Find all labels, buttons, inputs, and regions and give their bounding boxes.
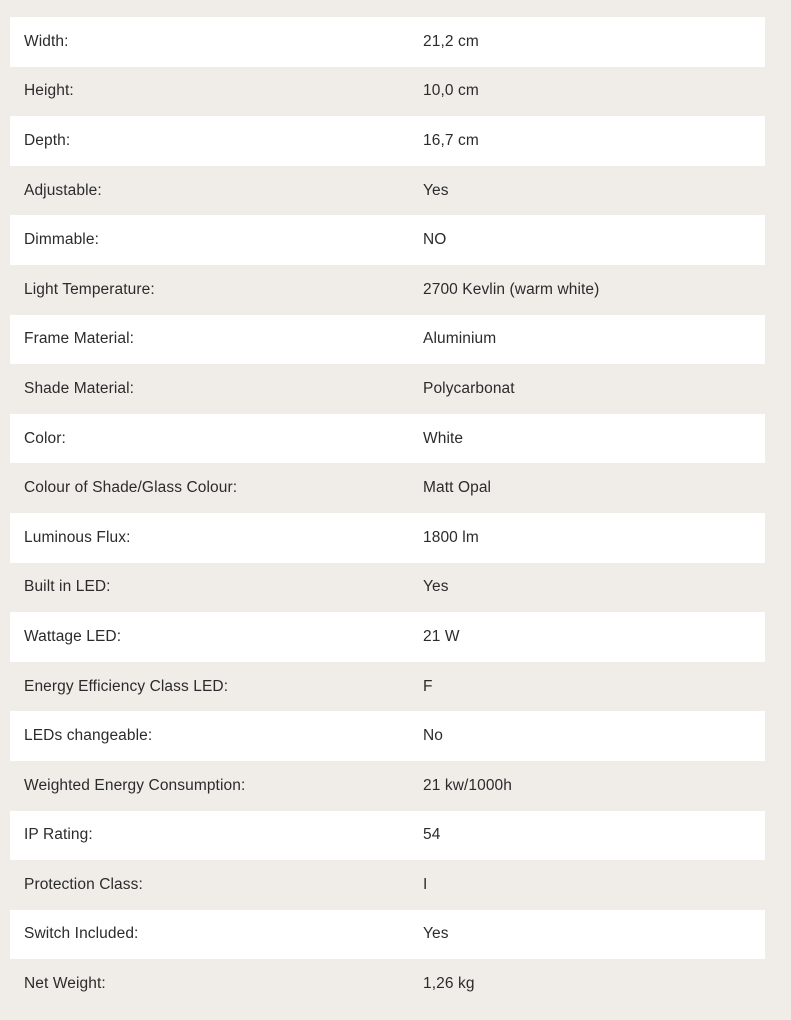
spec-value: 1,26 kg: [423, 975, 475, 993]
spec-label: Protection Class:: [24, 875, 143, 893]
spec-label: Color:: [24, 429, 66, 447]
spec-label: Built in LED:: [24, 578, 111, 596]
spec-label: Luminous Flux:: [24, 528, 131, 546]
spec-label: LEDs changeable:: [24, 727, 153, 745]
spec-value: 21 W: [423, 627, 460, 645]
spec-row-dimmable: [10, 215, 765, 265]
spec-label: Width:: [24, 32, 69, 50]
spec-label: Colour of Shade/Glass Colour:: [24, 479, 238, 497]
spec-label: Wattage LED:: [24, 627, 122, 645]
spec-value: Matt Opal: [423, 479, 492, 497]
spec-row-color: [10, 414, 765, 464]
spec-row-frame-material: [10, 315, 765, 365]
spec-value: Aluminium: [423, 330, 497, 348]
spec-label: Light Temperature:: [24, 280, 155, 298]
spec-value: 2700 Kevlin (warm white): [423, 280, 600, 298]
spec-label: Shade Material:: [24, 379, 135, 397]
spec-row-adjustable: [10, 166, 765, 216]
spec-value: 21,2 cm: [423, 32, 479, 50]
spec-row-shade-colour: [10, 463, 765, 513]
spec-value: Yes: [423, 925, 449, 943]
spec-label: Energy Efficiency Class LED:: [24, 677, 229, 695]
spec-value: No: [423, 727, 444, 745]
spec-label: Depth:: [24, 131, 71, 149]
spec-label: IP Rating:: [24, 826, 93, 844]
spec-value: 16,7 cm: [423, 131, 479, 149]
spec-value: 21 kw/1000h: [423, 776, 512, 794]
spec-label: Frame Material:: [24, 330, 135, 348]
spec-value: F: [423, 677, 433, 695]
spec-row-switch-included: [10, 910, 765, 960]
spec-value: I: [423, 875, 428, 893]
spec-value: 1800 lm: [423, 528, 479, 546]
spec-row-leds-changeable: [10, 711, 765, 761]
spec-row-width: [10, 17, 765, 67]
spec-row-ip-rating: [10, 811, 765, 861]
spec-row-height: [10, 67, 765, 117]
spec-row-luminous-flux: [10, 513, 765, 563]
spec-label: Dimmable:: [24, 231, 99, 249]
spec-row-energy-consumption: [10, 761, 765, 811]
spec-value: 10,0 cm: [423, 82, 479, 100]
spec-value: Yes: [423, 578, 449, 596]
spec-value: White: [423, 429, 464, 447]
spec-table: [10, 17, 765, 1009]
spec-row-net-weight: [10, 959, 765, 1009]
spec-row-built-in-led: [10, 563, 765, 613]
spec-label: Weighted Energy Consumption:: [24, 776, 246, 794]
spec-value: Polycarbonat: [423, 379, 515, 397]
spec-value: Yes: [423, 181, 449, 199]
spec-label: Height:: [24, 82, 74, 100]
spec-row-wattage-led: [10, 612, 765, 662]
spec-label: Net Weight:: [24, 975, 106, 993]
spec-row-protection-class: [10, 860, 765, 910]
spec-row-light-temperature: [10, 265, 765, 315]
spec-row-depth: [10, 116, 765, 166]
spec-label: Adjustable:: [24, 181, 102, 199]
spec-label: Switch Included:: [24, 925, 139, 943]
spec-value: NO: [423, 231, 447, 249]
spec-value: 54: [423, 826, 441, 844]
spec-row-shade-material: [10, 364, 765, 414]
spec-row-energy-efficiency-class: [10, 662, 765, 712]
